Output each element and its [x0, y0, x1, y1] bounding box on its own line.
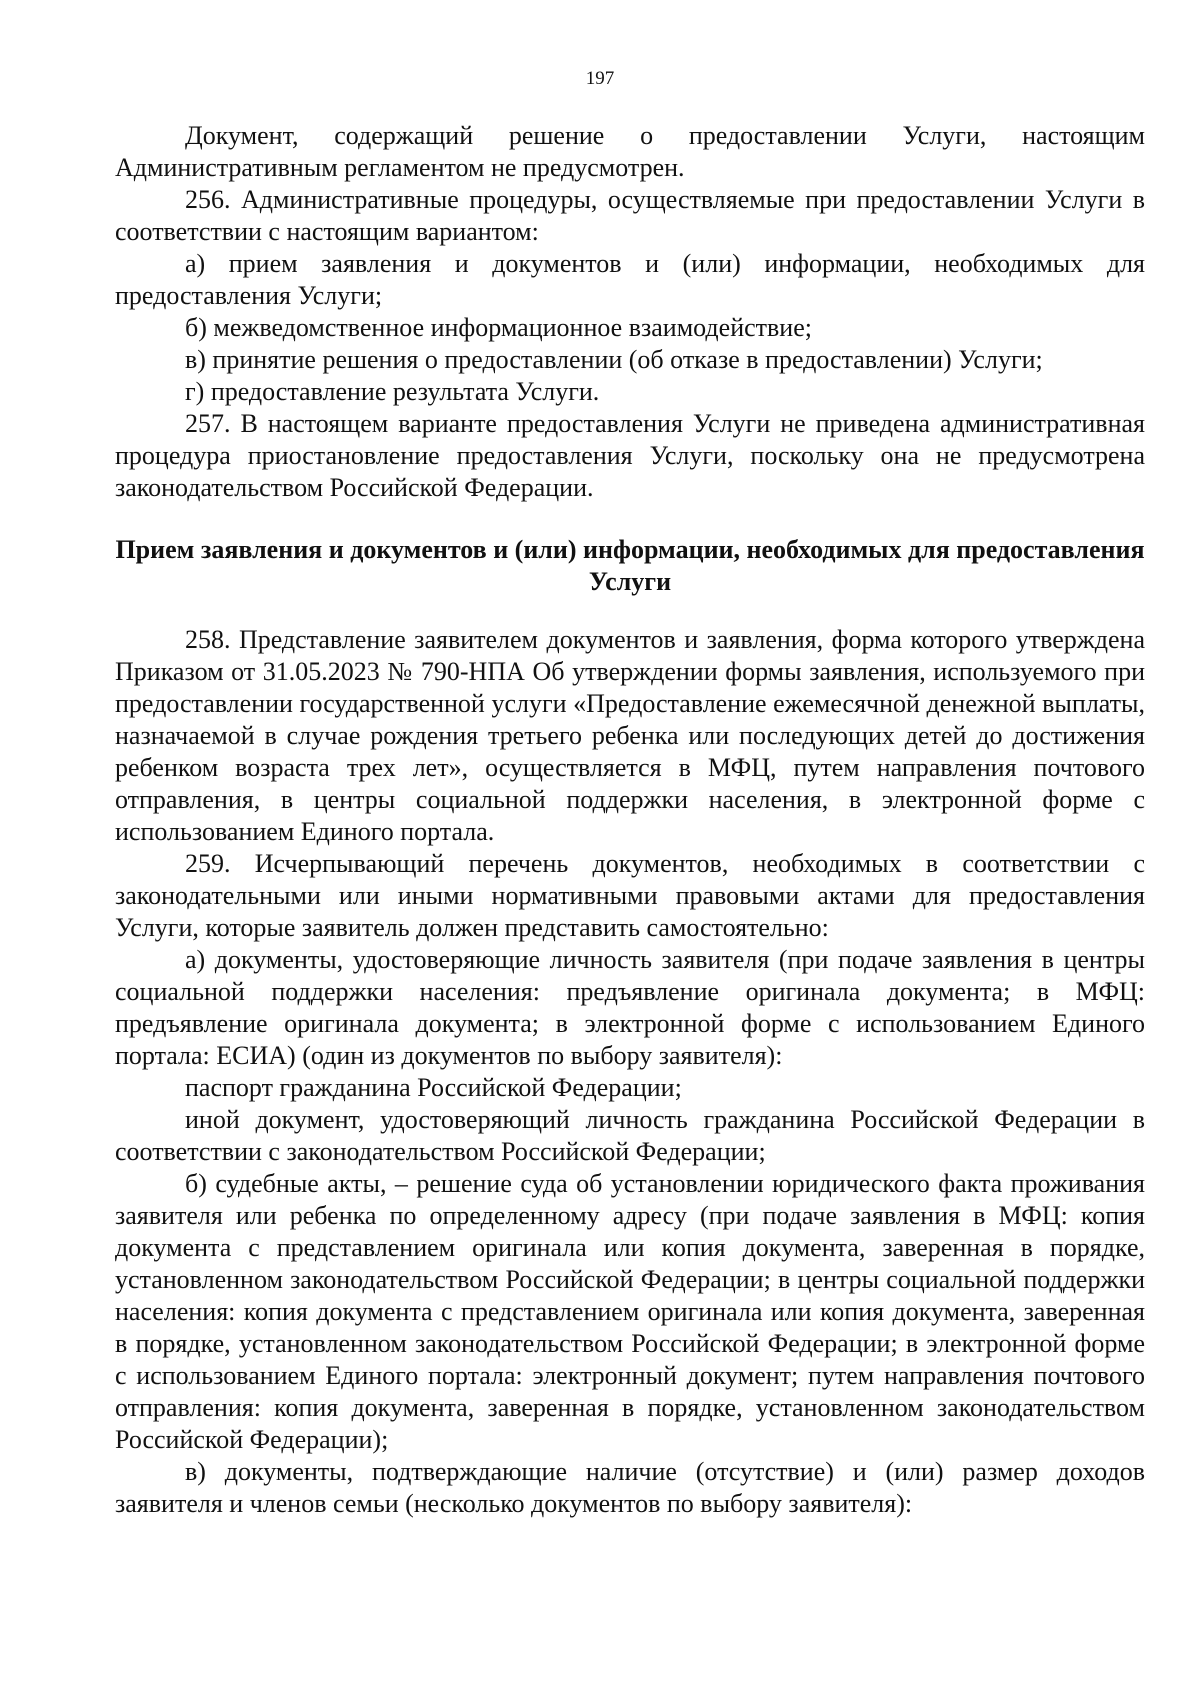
- list-item-v-decision: в) принятие решения о предоставлении (об отказе в предоставлении) Услуги;: [185, 345, 1043, 374]
- paragraph-258: 258. Представление заявителем документов и заявления, форма которого утверждена Приказом от 31.05.2023 № 790-НПА Об утверждении формы заявления, используемого при предоставлении государственной услуги «Предоставление ежемесячной денежной выплаты, назначаемой в случае рождения третьего ребенка или последующих детей до достижения ребенком возраста трех лет», осуществляется в МФЦ, путем направления почтового отправления, в центры социальной поддержки населения, в электронной форме с использованием Единого портала.: [115, 625, 1145, 846]
- list-item-v-income-documents: в) документы, подтверждающие наличие (отсутствие) и (или) размер доходов заявителя и членов семьи (несколько документов по выбору заявителя):: [115, 1457, 1145, 1518]
- section-heading: Прием заявления и документов и (или) информации, необходимых для предоставления Услуги: [115, 535, 1145, 596]
- page-content: [115, 120, 1145, 1520]
- list-item-g-result: г) предоставление результата Услуги.: [185, 377, 600, 406]
- paragraph-no-decision-document: Документ, содержащий решение о предоставлении Услуги, настоящим Административным регламентом не предусмотрен.: [115, 121, 1145, 182]
- page-number: 197: [585, 68, 615, 89]
- list-item-a-identity-documents: а) документы, удостоверяющие личность заявителя (при подаче заявления в центры социальной поддержки населения: предъявление оригинала документа; в МФЦ: предъявление оригинала документа; в электронной форме с использованием Единого портала: ЕСИА) (один из документов по выбору заявителя):: [115, 945, 1145, 1070]
- list-item-other-identity-document: иной документ, удостоверяющий личность гражданина Российской Федерации в соответствии с законодательством Российской Федерации;: [115, 1105, 1145, 1166]
- list-item-a-reception: а) прием заявления и документов и (или) информации, необходимых для предоставления Услуги;: [115, 249, 1145, 310]
- list-item-passport: паспорт гражданина Российской Федерации;: [185, 1073, 682, 1102]
- paragraph-259: 259. Исчерпывающий перечень документов, необходимых в соответствии с законодательными или иными нормативными правовыми актами для предоставления Услуги, которые заявитель должен представить самостоятельно:: [115, 849, 1145, 942]
- spacer: [115, 598, 1145, 624]
- list-item-b-court-acts: б) судебные акты, – решение суда об установлении юридического факта проживания заявителя или ребенка по определенному адресу (при подаче заявления в МФЦ: копия документа с представлением оригинала или копия документа, заверенная в порядке, установленном законодательством Российской Федерации; в центры социальной поддержки населения: копия документа с представлением оригинала или копия документа, заверенная в порядке, установленном законодательством Российской Федерации; в электронной форме с использованием Единого портала: электронный документ; путем направления почтового отправления: копия документа, заверенная в порядке, установленном законодательством Российской Федерации);: [115, 1169, 1145, 1454]
- paragraph-256: 256. Административные процедуры, осуществляемые при предоставлении Услуги в соответствии с настоящим вариантом:: [115, 185, 1145, 246]
- list-item-b-interagency: б) межведомственное информационное взаимодействие;: [185, 313, 812, 342]
- spacer: [115, 504, 1145, 534]
- paragraph-257: 257. В настоящем варианте предоставления Услуги не приведена административная процедура приостановление предоставления Услуги, поскольку она не предусмотрена законодательством Российской Федерации.: [115, 409, 1145, 502]
